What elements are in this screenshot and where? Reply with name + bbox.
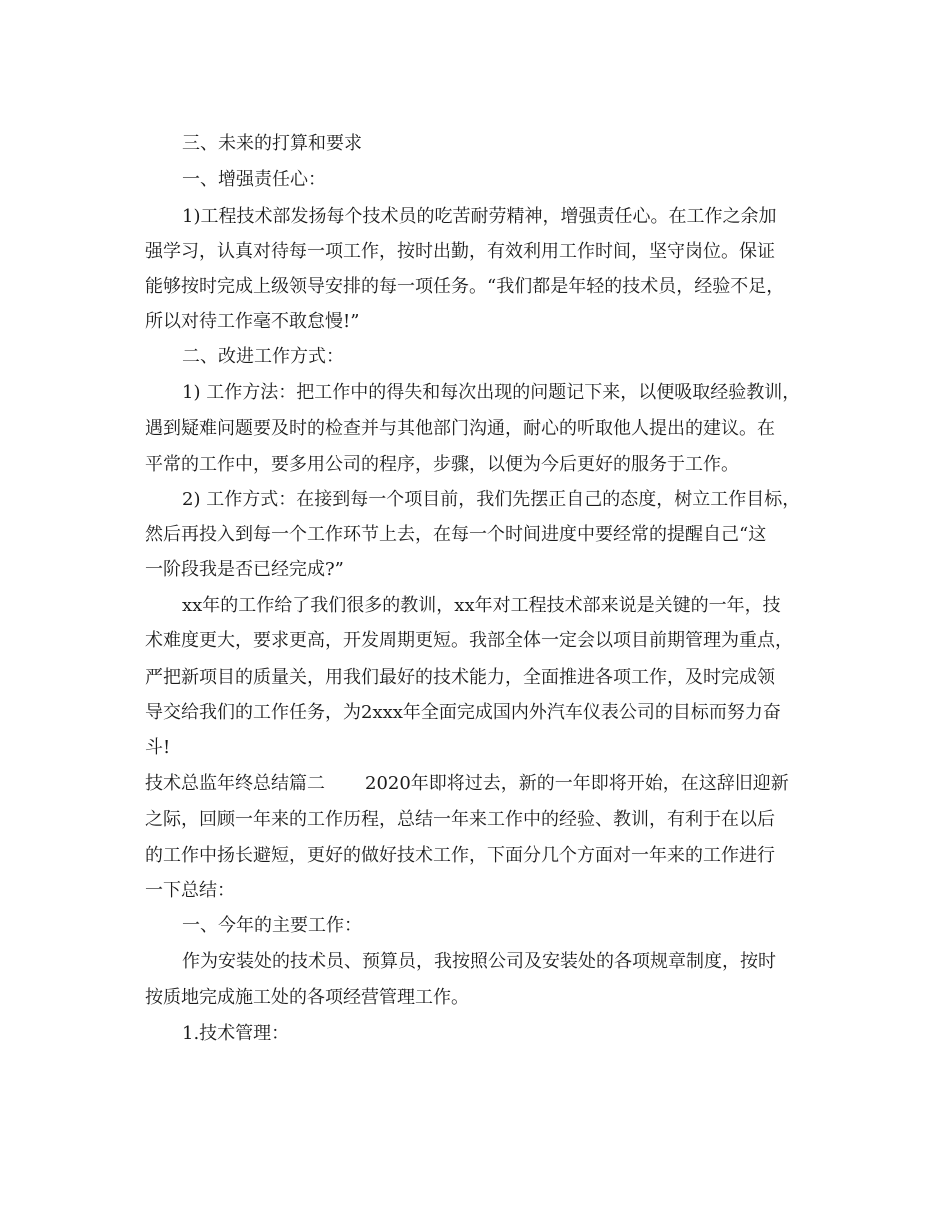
article-title-line (145, 772, 825, 796)
paragraph-line: 一阶段我是否已经完成?” (145, 559, 344, 580)
paragraph-line: 平常的工作中，要多用公司的程序，步骤，以便为今后更好的服务于工作。 (145, 454, 739, 475)
article-title: 技术总监年终总结篇二 (145, 773, 325, 794)
paragraph-line: 的工作中扬长避短，更好的做好技术工作，下面分几个方面对一年来的工作进行 (145, 845, 775, 866)
paragraph-line: 按质地完成施工处的各项经营管理工作。 (145, 987, 469, 1008)
paragraph-line: 能够按时完成上级领导安排的每一项任务。“我们都是年轻的技术员，经验不足， (145, 276, 785, 297)
paragraph-line: 术难度更大，要求更高，开发周期更短。我部全体一定会以项目前期管理为重点， (145, 630, 793, 651)
paragraph-line: 1)工程技术部发扬每个技术员的吃苦耐劳精神，增强责任心。在工作之余加 (182, 206, 777, 227)
paragraph-line: xx年的工作给了我们很多的教训，xx年对工程技术部来说是关键的一年，技 (182, 595, 781, 616)
subsection-heading: 一、增强责任心： (182, 169, 326, 190)
subsection-heading: 二、改进工作方式： (182, 346, 344, 367)
paragraph-line: 一下总结： (145, 880, 235, 901)
paragraph-line: 然后再投入到每一个工作环节上去，在每一个时间进度中要经常的提醒自己“这 (145, 524, 767, 545)
paragraph-line: 严把新项目的质量关，用我们最好的技术能力，全面推进各项工作，及时完成领 (145, 667, 775, 688)
paragraph-line: 作为安装处的技术员、预算员，我按照公司及安装处的各项规章制度，按时 (182, 951, 776, 972)
paragraph-line: 所以对待工作毫不敢怠慢!” (145, 311, 360, 332)
paragraph-line: 导交给我们的工作任务，为2xxx年全面完成国内外汽车仪表公司的目标而努力奋 (145, 702, 781, 723)
subsection-heading: 1.技术管理： (182, 1023, 290, 1044)
paragraph-text: 2020年即将过去，新的一年即将开始，在这辞旧迎新 (365, 773, 789, 794)
paragraph-line: 2) 工作方式：在接到每一个项目前，我们先摆正自己的态度，树立工作目标， (182, 489, 801, 510)
paragraph-line: 之际，回顾一年来的工作历程，总结一年来工作中的经验、教训，有利于在以后 (145, 809, 775, 830)
paragraph-line: 强学习，认真对待每一项工作，按时出勤，有效利用工作时间，坚守岗位。保证 (145, 241, 775, 262)
paragraph-line: 遇到疑难问题要及时的检查并与其他部门沟通，耐心的听取他人提出的建议。在 (145, 418, 775, 439)
paragraph-line: 斗! (145, 737, 171, 758)
section-heading: 三、未来的打算和要求 (182, 133, 362, 154)
paragraph-line: 1) 工作方法：把工作中的得失和每次出现的问题记下来，以便吸取经验教训， (182, 382, 801, 403)
subsection-heading: 一、今年的主要工作： (182, 915, 362, 936)
